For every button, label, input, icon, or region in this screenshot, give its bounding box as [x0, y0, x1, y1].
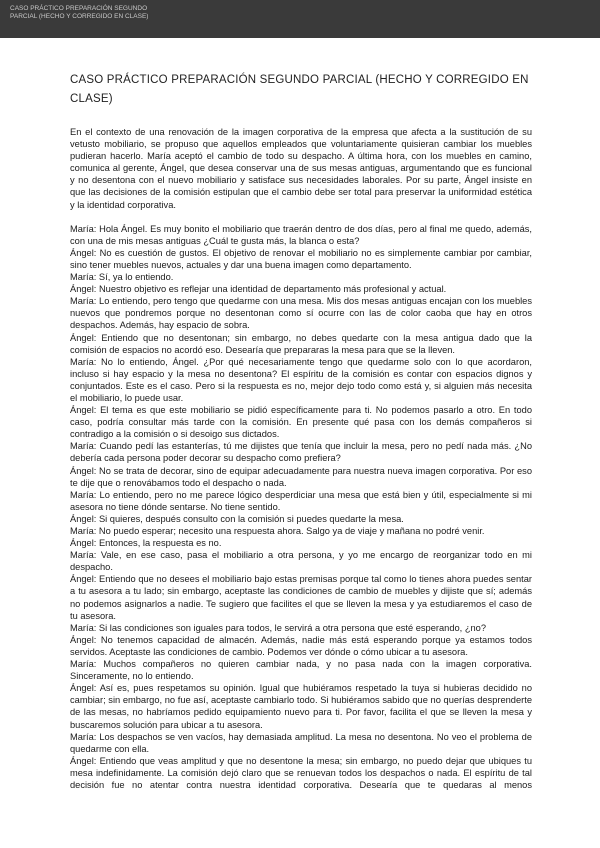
dialogue-line: María: Si las condiciones son iguales para todos, le servirá a otra persona que esté esperando, ¿no?	[70, 622, 487, 633]
dialogue-line: Ángel: No tenemos capacidad de almacén. Además, nadie más está esperando porque ya estamos todos servidos. Aceptaste las condiciones de cambio. Podemos ver dónde o cómo ubicar a tu asesora.	[70, 634, 532, 657]
dialogue-line: Ángel: Entiendo que no desees el mobiliario bajo estas premisas porque tal como lo tienes ahora puedes sentar a tu asesora a tu lado; sin embargo, aceptaste las condiciones de cambio de muebles y dijiste que sí; además no podemos asignarlos a nadie. Te sugiero que facilites el que se lleven la mesa y ya estudiaremos el caso de tu asesora.	[70, 574, 532, 621]
dialogue-line: Ángel: No es cuestión de gustos. El objetivo de renovar el mobiliario no es simplemente cambiar por cambiar, sino tener muebles nuevos, actuales y dar una buena imagen como departamento.	[70, 247, 532, 270]
dialogue-line: María: Lo entiendo, pero no me parece lógico desperdiciar una mesa que está bien y útil, especialmente si mi asesora no tiene dónde sentarse. No tiene sentido.	[70, 489, 532, 512]
dialogue-line: Ángel: Entiendo que no desentonan; sin embargo, no debes quedarte con la mesa antigua dado que la comisión de espacios no acordó eso. Desearía que prepararas la mesa para que se la lleven.	[70, 332, 532, 355]
dialogue-line: Ángel: No se trata de decorar, sino de equipar adecuadamente para nuestra nueva imagen corporativa. Por eso te dije que o renovábamos todo el despacho o nada.	[70, 465, 532, 488]
dialogue-section	[70, 223, 532, 791]
dialogue-line: María: No puedo esperar; necesito una respuesta ahora. Salgo ya de viaje y mañana no podré venir.	[70, 526, 485, 536]
dialogue-line: María: Cuando pedí las estanterías, tú me dijistes que tenía que incluir la mesa, pero no pedí nada más. ¿No debería cada persona poder decorar su despacho como prefiera?	[70, 441, 532, 464]
dialogue-line: Ángel: El tema es que este mobiliario se pidió específicamente para ti. No podemos pasarlo a otro. En todo caso, podría consultar más tarde con la comisión. En presente qué pasa con los demás compañeros si contradigo a la comisión o si desoigo sus dictados.	[70, 405, 532, 440]
dialogue-line: Ángel: Así es, pues respetamos su opinión. Igual que hubiéramos respetado la tuya si hubieras decidido no cambiar; sin embargo, no fue así, aceptaste cambiarlo todo. Si hubiéramos sabido que no querías desprenderte de las mesas, no habríamos pedido equipamiento nuevo para ti. Por favor, facilita el que se lleven la mesa y buscaremos solución para ubicar a tu asesora.	[70, 683, 532, 730]
dialogue-line: María: Lo entiendo, pero tengo que quedarme con una mesa. Mis dos mesas antiguas encajan con los muebles nuevos que pondremos porque no desentonan como sí ocurre con las de color caoba que hay en otros despachos. Además, hay espacio de sobra.	[70, 296, 532, 331]
document-title: CASO PRÁCTICO PREPARACIÓN SEGUNDO PARCIAL (HECHO Y CORREGIDO EN CLASE)	[70, 74, 529, 105]
dialogue-line-continued: Ángel: Entiendo que veas amplitud y que no desentone la mesa; sin embargo, no puedo dejar que ubiques tu mesa indefinidamente. La comisión dejó claro que se renuevan todos los despachos o nada. El espíritu de tal decisión fue no atentar contra nuestra identidad corporativa. Desearía que te quedaras al menos	[70, 755, 532, 790]
document-filename-label: CASO PRÁCTICO PREPARACIÓN SEGUNDO PARCIAL (HECHO Y CORREGIDO EN CLASE)	[10, 5, 149, 20]
dialogue-line: María: Sí, ya lo entiendo.	[70, 272, 174, 283]
dialogue-line: María: No lo entiendo, Ángel. ¿Por qué necesariamente tengo que quedarme solo con lo que acordaron, incluso si hay espacio y la mesa no desentona? El espíritu de la comisión es contar con espacios dignos y conjuntados. Este es el caso. Pero si la respuesta es no, mejor dejo todo como está y, si alguien más necesita el mobiliario, lo puede usar.	[70, 356, 532, 403]
intro-paragraph: En el contexto de una renovación de la imagen corporativa de la empresa que afecta a la sustitución de su vetusto mobiliario, se propuso que aquellos empleados que voluntariamente quisieran cambiar los muebles pudieran hacerlo. María aceptó el cambio de todo su despacho. A última hora, con los muebles en camino, comunica al gerente, Ángel, que desea conservar una de sus mesas antiguas, argumentando que es funcional y no desentona con el nuevo mobiliario y satisface sus necesidades laborales. Por su parte, Ángel insiste en que las decisiones de la comisión estipulan que el cambio debe ser total para preservar la uniformidad estética y la identidad corporativa.	[70, 127, 532, 210]
viewer-topbar	[0, 0, 600, 38]
dialogue-line: Ángel: Entonces, la respuesta es no.	[70, 538, 222, 549]
dialogue-line: Ángel: Si quieres, después consulto con la comisión si puedes quedarte la mesa.	[70, 513, 404, 524]
document-page	[0, 38, 600, 791]
dialogue-line: María: Muchos compañeros no quieren cambiar nada, y no pasa nada con la imagen corporativa. Sinceramente, no lo entiendo.	[70, 659, 532, 682]
dialogue-line: María: Los despachos se ven vacíos, hay demasiada amplitud. La mesa no desentona. No veo el problema de quedarme con ella.	[70, 731, 532, 754]
dialogue-line: Ángel: Nuestro objetivo es reflejar una identidad de departamento más profesional y actual.	[70, 284, 447, 295]
dialogue-line: María: Hola Ángel. Es muy bonito el mobiliario que traerán dentro de dos días, pero al final me quedo, además, con una de mis mesas antiguas ¿Cuál te gusta más, la blanca o esta?	[70, 223, 532, 246]
dialogue-line: María: Vale, en ese caso, pasa el mobiliario a otra persona, y yo me encargo de reorganizar todo en mi despacho.	[70, 550, 532, 573]
